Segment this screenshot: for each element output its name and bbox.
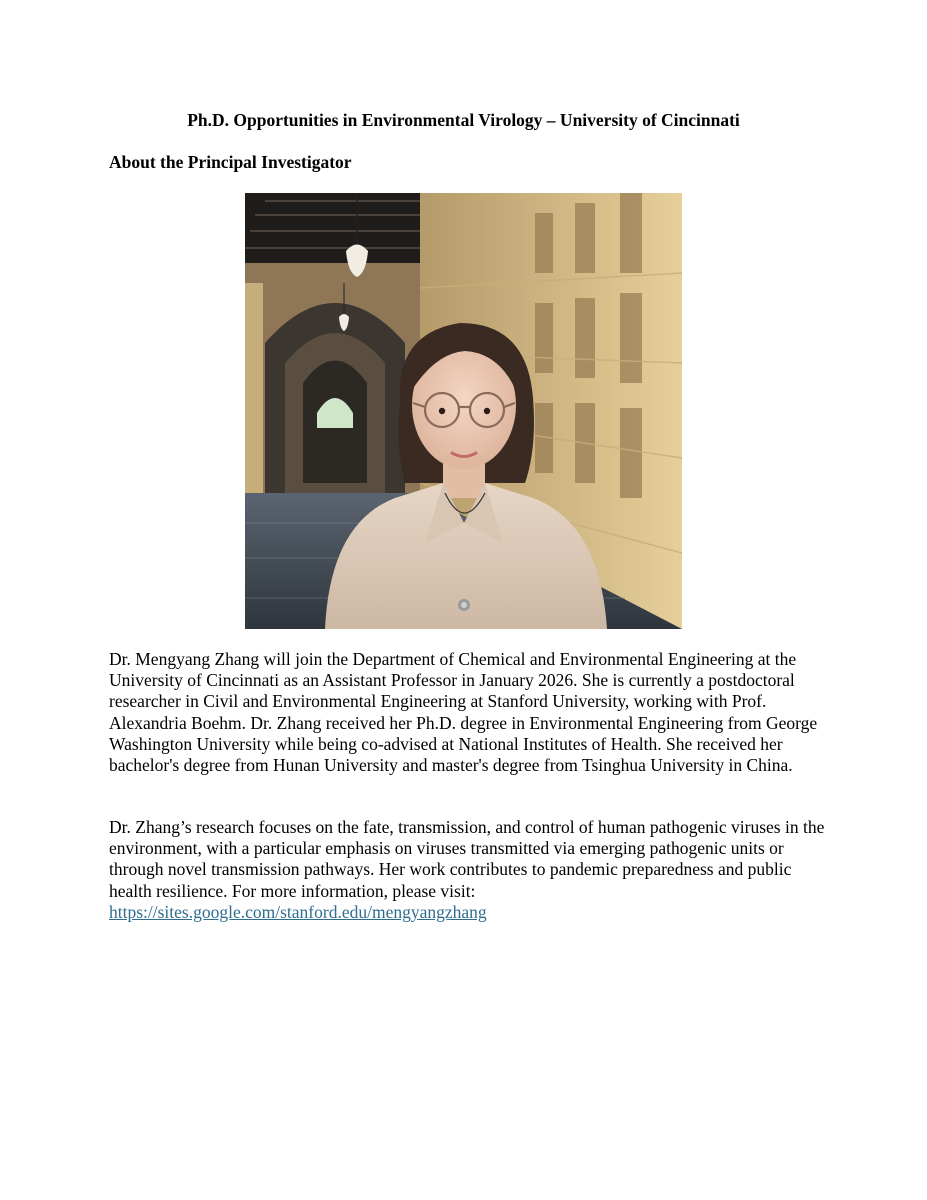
pi-website-link[interactable]: https://sites.google.com/stanford.edu/mengyangzhang <box>109 901 487 922</box>
pi-portrait-photo <box>245 193 682 629</box>
pi-biography-paragraph: Dr. Mengyang Zhang will join the Department of Chemical and Environmental Engineering at the University of Cincinnati as an Assistant Professor in January 2026. She is currently a postdoctoral researcher in Civil and Environmental Engineering at Stanford University, working with Prof. Alexandria Boehm. Dr. Zhang received her Ph.D. degree in Environmental Engineering from George Washington University while being co-advised at National Institutes of Health. She received her bachelor's degree from Hunan University and master's degree from Tsinghua University in China. <box>109 649 818 776</box>
section-heading: About the Principal Investigator <box>109 152 352 172</box>
document-title: Ph.D. Opportunities in Environmental Virology – University of Cincinnati <box>187 110 740 130</box>
research-focus-text: Dr. Zhang’s research focuses on the fate, transmission, and control of human pathogenic viruses in the environment, with a particular emphasis on viruses transmitted via emerging pathogenic units or through novel transmission pathways. Her work contributes to pandemic preparedness and public health resilience. For more information, please visit: <box>109 817 825 901</box>
research-focus-paragraph <box>109 817 829 923</box>
